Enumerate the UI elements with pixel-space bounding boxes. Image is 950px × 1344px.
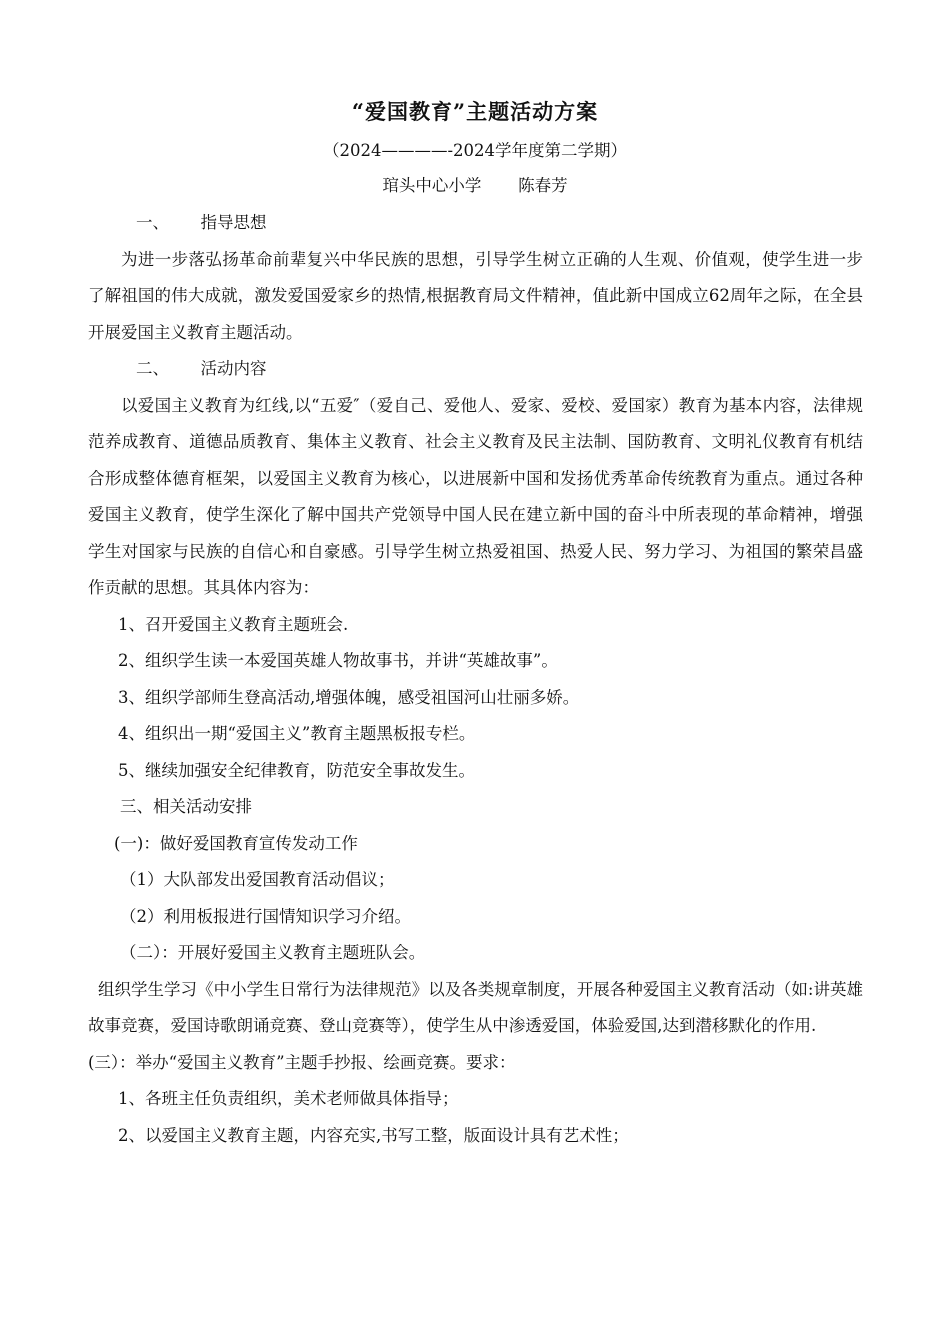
section-paragraph-activity-content: 以爱国主义教育为红线,以“五爱″（爱自己、爱他人、爱家、爱校、爱国家）教育为基本内容，法律规范养成教育、道德品质教育、集体主义教育、社会主义教育及民主法制、国防教育、文明礼仪教育有机结合形成整体德育框架，以爱国主义教育为核心，以进展新中国和发扬优秀革命传统教育为重点。通过各种爱国主义教育，使学生深化了解中国共产党领导中国人民在建立新中国的奋斗中所表现的革命精神，增强学生对国家与民族的自信心和自豪感。引导学生树立热爱祖国、热爱人民、努力学习、为祖国的繁荣昌盛作贡献的思想。其具体内容为： — [88, 395, 863, 597]
document-author: 琯头中心小学 陈春芳 — [382, 176, 568, 195]
document-subtitle: （2024————-2024学年度第二学期） — [322, 141, 628, 160]
document-body — [88, 205, 863, 1154]
list-item: （2）利用板报进行国情知识学习介绍。 — [120, 906, 411, 926]
document-title: “爱国教育”主题活动方案 — [351, 99, 599, 124]
list-item: 2、以爱国主义教育主题，内容充实,书写工整，版面设计具有艺术性； — [118, 1125, 629, 1145]
list-item: （1）大队部发出爱国教育活动倡议； — [120, 870, 395, 889]
section-heading-activity-content: 二、 活动内容 — [136, 359, 267, 378]
list-item: 4、组织出一期“爱国主义”教育主题黑板报专栏。 — [118, 724, 476, 743]
list-item: 2、组织学生读一本爱国英雄人物故事书，并讲“英雄故事”。 — [118, 651, 558, 670]
list-item: 1、各班主任负责组织，美术老师做具体指导； — [118, 1089, 459, 1108]
section-heading-guiding-thought: 一、 指导思想 — [136, 213, 267, 232]
section-heading-arrangements: 三、相关活动安排 — [120, 797, 252, 816]
subsection-paragraph-class-meeting: 组织学生学习《中小学生日常行为法律规范》以及各类规章制度，开展各种爱国主义教育活动（如:讲英雄故事竞赛，爱国诗歌朗诵竞赛、登山竞赛等），使学生从中渗透爱国，体验爱国,达到潜移默化的作用. — [88, 979, 863, 1035]
section-paragraph-guiding-thought: 为进一步落弘扬革命前辈复兴中华民族的思想，引导学生树立正确的人生观、价值观，使学生进一步了解祖国的伟大成就，激发爱国爱家乡的热情,根据教育局文件精神，值此新中国成立62周年之际，在全县开展爱国主义教育主题活动。 — [88, 249, 863, 342]
list-item: 3、组织学部师生登高活动,增强体魄，感受祖国河山壮丽多娇。 — [118, 687, 580, 707]
list-item: 1、召开爱国主义教育主题班会. — [118, 614, 349, 634]
list-item: 5、继续加强安全纪律教育，防范安全事故发生。 — [118, 760, 475, 780]
subsection-heading-competition: (三）：举办“爱国主义教育”主题手抄报、绘画竞赛。要求： — [88, 1052, 516, 1072]
subsection-heading-publicity: (一)：做好爱国教育宣传发动工作 — [114, 833, 358, 853]
subsection-heading-class-meeting: （二）：开展好爱国主义教育主题班队会。 — [120, 943, 426, 962]
